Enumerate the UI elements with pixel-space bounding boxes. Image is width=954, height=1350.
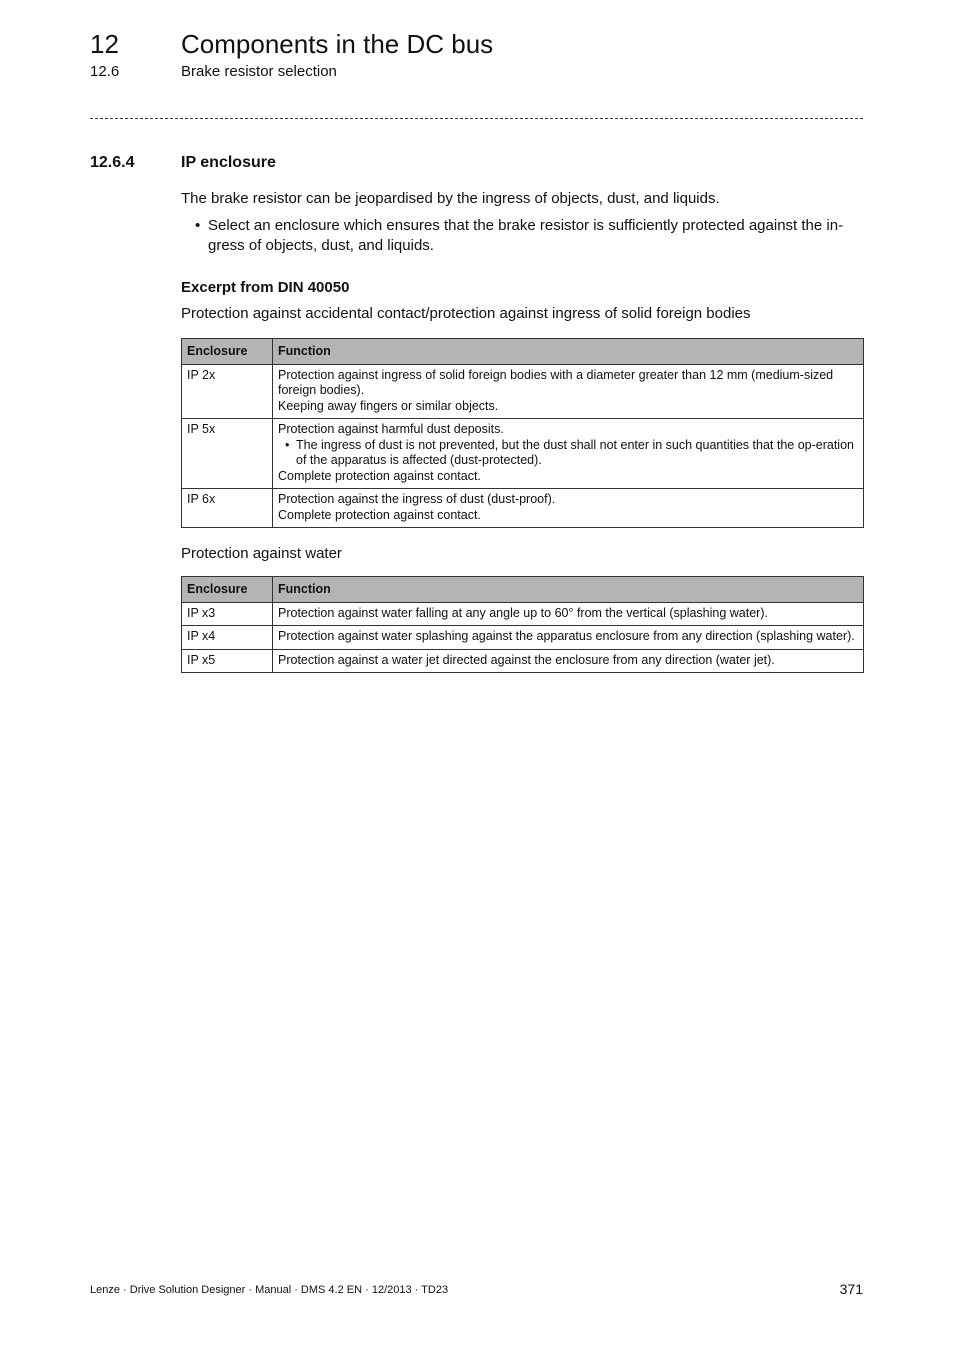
- function-bullet-text: The ingress of dust is not prevented, but the dust shall not enter in such quantities that the op-eration of the apparatus is affected (dust-protected).: [296, 437, 854, 467]
- header-divider: [90, 118, 863, 119]
- enclosure-cell: IP x3: [182, 602, 273, 626]
- table-row: [182, 626, 864, 650]
- bullet-marker: •: [285, 437, 290, 452]
- enclosure-cell: IP 2x: [182, 364, 273, 419]
- enclosure-cell: IP x4: [182, 626, 273, 650]
- function-line: Protection against harmful dust deposits.: [278, 422, 504, 436]
- function-cell: [273, 419, 864, 489]
- contact-protection-table: [181, 338, 864, 528]
- function-line: Keeping away fingers or similar objects.: [278, 398, 499, 413]
- footer-text: Lenze · Drive Solution Designer · Manual · DMS 4.2 EN · 12/2013 · TD23: [90, 1284, 449, 1296]
- subsection-title: Brake resistor selection: [181, 63, 337, 80]
- function-line: Protection against ingress of solid foreign bodies with a diameter greater than 12 mm (medium-sized foreign bodies).: [278, 367, 834, 397]
- table-row: [182, 364, 864, 419]
- page-number: 371: [839, 1281, 863, 1297]
- function-cell: Protection against water splashing against the apparatus enclosure from any direction (splashing water).: [273, 626, 864, 650]
- function-bullet: [278, 438, 858, 469]
- table-row: [182, 602, 864, 626]
- table-row: [182, 489, 864, 528]
- function-cell: [273, 489, 864, 528]
- section-number: 12.6.4: [90, 154, 135, 171]
- enclosure-cell: IP x5: [182, 649, 273, 673]
- water-protection-table: [181, 576, 864, 673]
- chapter-title: Components in the DC bus: [181, 29, 494, 59]
- excerpt-heading: Excerpt from DIN 40050: [181, 279, 350, 296]
- table-row: [182, 419, 864, 489]
- column-header-enclosure: Enclosure: [182, 339, 273, 365]
- table-row: [182, 649, 864, 673]
- enclosure-cell: IP 5x: [182, 419, 273, 489]
- enclosure-cell: IP 6x: [182, 489, 273, 528]
- column-header-function: Function: [273, 339, 864, 365]
- column-header-enclosure: Enclosure: [182, 577, 273, 603]
- bullet-text: Select an enclosure which ensures that the brake resistor is sufficiently protected against the in-gress of objects, dust, and liquids.: [208, 217, 844, 254]
- contact-protection-heading: Protection against accidental contact/protection against ingress of solid foreign bodies: [181, 305, 751, 322]
- bullet-marker: •: [195, 217, 201, 234]
- intro-paragraph: The brake resistor can be jeopardised by the ingress of objects, dust, and liquids.: [181, 190, 720, 207]
- water-protection-heading: Protection against water: [181, 545, 342, 562]
- function-cell: [273, 364, 864, 419]
- table-header-row: [182, 339, 864, 365]
- column-header-function: Function: [273, 577, 864, 603]
- subsection-number: 12.6: [90, 63, 120, 80]
- table-header-row: [182, 577, 864, 603]
- function-line: Complete protection against contact.: [278, 507, 481, 522]
- function-line: Complete protection against contact.: [278, 468, 481, 483]
- function-line: Protection against the ingress of dust (dust-proof).: [278, 492, 556, 506]
- chapter-number: 12: [90, 29, 119, 59]
- function-cell: Protection against water falling at any angle up to 60° from the vertical (splashing water).: [273, 602, 864, 626]
- function-cell: Protection against a water jet directed against the enclosure from any direction (water jet).: [273, 649, 864, 673]
- section-title: IP enclosure: [181, 154, 276, 171]
